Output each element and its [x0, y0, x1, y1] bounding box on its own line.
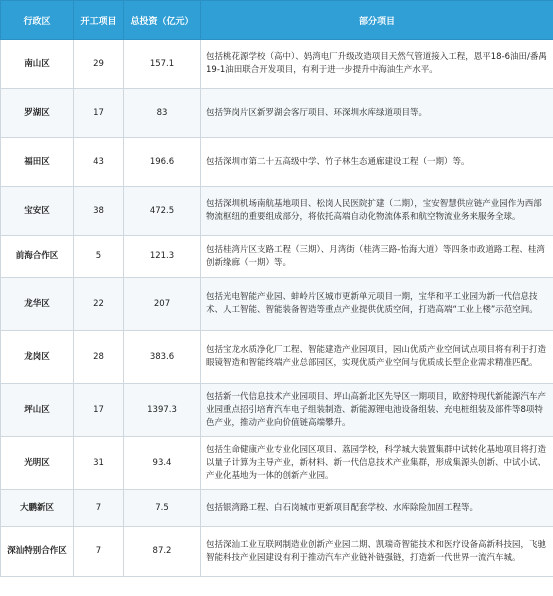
investment-cell: 83	[124, 89, 201, 138]
table-row	[1, 236, 553, 278]
district-cell: 坪山区	[1, 384, 74, 437]
count-cell: 17	[74, 384, 124, 437]
projects-cell: 包括生命健康产业专业化园区项目、荔园学校，科学城大装置集群中试转化基地项目将打造以量子计算为主导产业，新材料、新一代信息技术产业集群，形成集源头创新、中试小试、产业化基地为一体的创新产业园。	[201, 437, 553, 490]
investment-cell: 157.1	[124, 40, 201, 89]
table-header	[1, 1, 553, 40]
count-cell: 7	[74, 527, 124, 577]
district-cell: 罗湖区	[1, 89, 74, 138]
district-cell: 光明区	[1, 437, 74, 490]
table-body	[1, 40, 553, 577]
projects-cell: 包括笋岗片区新罗湖会客厅项目、环深圳水库绿道项目等。	[201, 89, 553, 138]
district-cell: 龙华区	[1, 278, 74, 331]
table-row	[1, 187, 553, 236]
district-cell: 福田区	[1, 138, 74, 187]
district-cell: 龙岗区	[1, 331, 74, 384]
table-row	[1, 138, 553, 187]
count-cell: 7	[74, 490, 124, 527]
count-cell: 38	[74, 187, 124, 236]
table-row	[1, 331, 553, 384]
table-row	[1, 40, 553, 89]
count-cell: 22	[74, 278, 124, 331]
count-cell: 5	[74, 236, 124, 278]
header-investment: 总投资（亿元）	[124, 1, 201, 40]
count-cell: 29	[74, 40, 124, 89]
projects-cell: 包括宝龙水质净化厂工程、智能建造产业园项目，园山优质产业空间试点项目将有利于打造眼镜智造和智能终端产业总部园区，实现优质产业空间与优质成长型企业需求精准匹配。	[201, 331, 553, 384]
projects-cell: 包括光电智能产业园、蚌岭片区城市更新单元项目一期，宝华和平工业园为新一代信息技术、人工智能、智能装备智造等重点产业提供优质空间，打造高端“工业上楼”示范空间。	[201, 278, 553, 331]
table-row	[1, 490, 553, 527]
investment-cell: 121.3	[124, 236, 201, 278]
investment-cell: 93.4	[124, 437, 201, 490]
count-cell: 43	[74, 138, 124, 187]
table-row	[1, 89, 553, 138]
projects-cell: 包括深圳机场南航基地项目、松岗人民医院扩建（二期），宝安智慧供应链产业园作为西部物流枢纽的重要组成部分，将依托高端自动化物流体系和航空物流业务来服务全球。	[201, 187, 553, 236]
district-cell: 深汕特别合作区	[1, 527, 74, 577]
investment-cell: 7.5	[124, 490, 201, 527]
district-cell: 宝安区	[1, 187, 74, 236]
projects-cell: 包括银湾路工程、白石岗城市更新项目配套学校、水库除险加固工程等。	[201, 490, 553, 527]
header-district: 行政区	[1, 1, 74, 40]
projects-cell: 包括深汕工业互联网制造业创新产业园二期、凯瑞奇智能技术和医疗设备高新科技园，飞驰智能科技产业园建设有利于推动汽车产业链补链强链，打造新一代世界一流汽车城。	[201, 527, 553, 577]
investment-cell: 383.6	[124, 331, 201, 384]
investment-cell: 196.6	[124, 138, 201, 187]
investment-cell: 207	[124, 278, 201, 331]
table-row	[1, 384, 553, 437]
projects-cell: 包括深圳市第二十五高级中学、竹子林生态通廊建设工程（一期）等。	[201, 138, 553, 187]
projects-cell: 包括桂湾片区支路工程（三期）、月湾街（桂湾三路-怡海大道）等四条市政道路工程、桂湾创新缘廊（一期）等。	[201, 236, 553, 278]
district-cell: 南山区	[1, 40, 74, 89]
count-cell: 28	[74, 331, 124, 384]
count-cell: 17	[74, 89, 124, 138]
header-projects: 部分项目	[201, 1, 553, 40]
table-row	[1, 437, 553, 490]
projects-cell: 包括新一代信息技术产业园项目、坪山高新北区先导区一期项目，欧舒特现代新能源汽车产业园重点招引培育汽车电子组装制造、新能源锂电池设备组装、充电桩组装及部件等8项特色产业，推动产业向价值链高端攀升。	[201, 384, 553, 437]
district-cell: 前海合作区	[1, 236, 74, 278]
table-row	[1, 278, 553, 331]
count-cell: 31	[74, 437, 124, 490]
investment-cell: 472.5	[124, 187, 201, 236]
header-count: 开工项目	[74, 1, 124, 40]
investment-cell: 87.2	[124, 527, 201, 577]
table-row	[1, 527, 553, 577]
district-cell: 大鹏新区	[1, 490, 74, 527]
projects-cell: 包括桃花源学校（高中）、妈湾电厂升级改造项目天然气管道接入工程，恩平18-6油田/番禺19-1油田联合开发项目，有利于进一步提升中海油生产水平。	[201, 40, 553, 89]
header-row	[1, 1, 553, 40]
investment-cell: 1397.3	[124, 384, 201, 437]
